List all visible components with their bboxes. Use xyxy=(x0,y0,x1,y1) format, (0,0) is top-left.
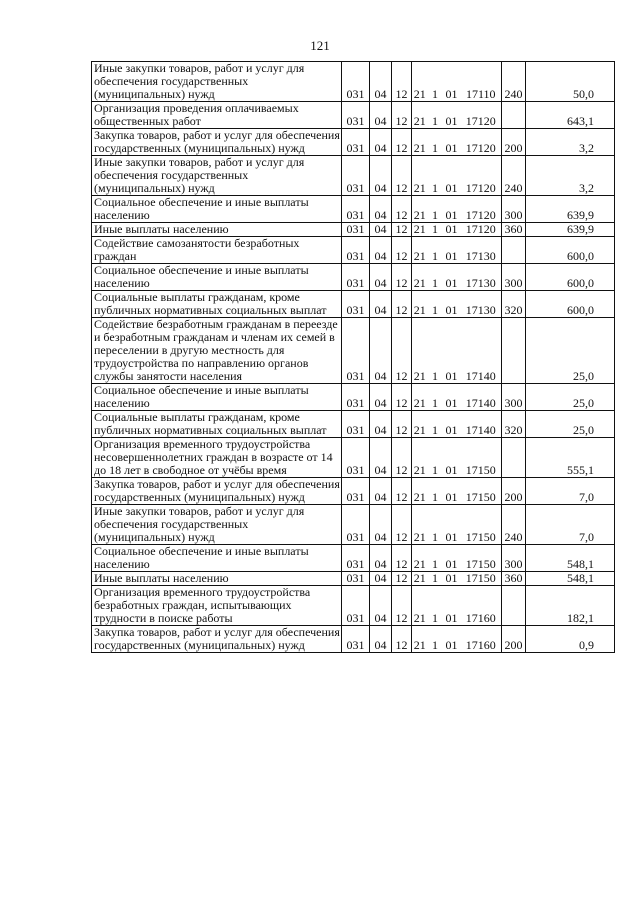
target-article-part4-cell: 17150 xyxy=(461,478,502,505)
row-name-cell: Социальное обеспечение и иные выплаты населению xyxy=(92,384,342,411)
target-article-part2-cell: 1 xyxy=(428,384,443,411)
amount-cell: 3,2 xyxy=(526,129,615,156)
target-article-part2-cell: 1 xyxy=(428,129,443,156)
grbs-cell: 031 xyxy=(342,545,370,572)
subsection-cell: 12 xyxy=(392,478,412,505)
subsection-cell: 12 xyxy=(392,626,412,653)
amount-cell: 50,0 xyxy=(526,62,615,102)
section-cell: 04 xyxy=(370,505,392,545)
target-article-part2-cell: 1 xyxy=(428,102,443,129)
target-article-part4-cell: 17150 xyxy=(461,505,502,545)
row-name-cell: Иные закупки товаров, работ и услуг для обеспечения государственных (муниципальных) нужд xyxy=(92,156,342,196)
grbs-cell: 031 xyxy=(342,626,370,653)
table-row xyxy=(92,196,615,223)
amount-cell: 600,0 xyxy=(526,237,615,264)
subsection-cell: 12 xyxy=(392,129,412,156)
table-row xyxy=(92,223,615,237)
amount-cell: 548,1 xyxy=(526,545,615,572)
target-article-part1-cell: 21 xyxy=(412,237,428,264)
section-cell: 04 xyxy=(370,102,392,129)
target-article-part1-cell: 21 xyxy=(412,586,428,626)
page-number: 121 xyxy=(310,38,330,53)
grbs-cell: 031 xyxy=(342,196,370,223)
subsection-cell: 12 xyxy=(392,318,412,384)
grbs-cell: 031 xyxy=(342,291,370,318)
target-article-part3-cell: 01 xyxy=(443,237,461,264)
table-row xyxy=(92,411,615,438)
section-cell: 04 xyxy=(370,237,392,264)
target-article-part2-cell: 1 xyxy=(428,438,443,478)
grbs-cell: 031 xyxy=(342,129,370,156)
target-article-part3-cell: 01 xyxy=(443,129,461,156)
target-article-part2-cell: 1 xyxy=(428,478,443,505)
target-article-part2-cell: 1 xyxy=(428,586,443,626)
amount-cell: 555,1 xyxy=(526,438,615,478)
target-article-part1-cell: 21 xyxy=(412,384,428,411)
section-cell: 04 xyxy=(370,384,392,411)
expense-type-cell: 200 xyxy=(502,129,526,156)
subsection-cell: 12 xyxy=(392,264,412,291)
expense-type-cell xyxy=(502,318,526,384)
target-article-part1-cell: 21 xyxy=(412,264,428,291)
target-article-part1-cell: 21 xyxy=(412,545,428,572)
amount-cell: 25,0 xyxy=(526,384,615,411)
amount-cell: 7,0 xyxy=(526,478,615,505)
target-article-part3-cell: 01 xyxy=(443,572,461,586)
target-article-part3-cell: 01 xyxy=(443,478,461,505)
table-row xyxy=(92,438,615,478)
row-name-cell: Организация проведения оплачиваемых общественных работ xyxy=(92,102,342,129)
subsection-cell: 12 xyxy=(392,505,412,545)
target-article-part2-cell: 1 xyxy=(428,626,443,653)
target-article-part2-cell: 1 xyxy=(428,196,443,223)
row-name-cell: Закупка товаров, работ и услуг для обеспечения государственных (муниципальных) нужд xyxy=(92,626,342,653)
grbs-cell: 031 xyxy=(342,318,370,384)
expense-type-cell xyxy=(502,438,526,478)
target-article-part2-cell: 1 xyxy=(428,318,443,384)
grbs-cell: 031 xyxy=(342,237,370,264)
table-row xyxy=(92,291,615,318)
target-article-part1-cell: 21 xyxy=(412,129,428,156)
amount-cell: 25,0 xyxy=(526,411,615,438)
target-article-part3-cell: 01 xyxy=(443,505,461,545)
row-name-cell: Иные выплаты населению xyxy=(92,223,342,237)
expense-type-cell: 300 xyxy=(502,196,526,223)
target-article-part3-cell: 01 xyxy=(443,264,461,291)
grbs-cell: 031 xyxy=(342,102,370,129)
subsection-cell: 12 xyxy=(392,102,412,129)
row-name-cell: Социальные выплаты гражданам, кроме публичных нормативных социальных выплат xyxy=(92,411,342,438)
target-article-part1-cell: 21 xyxy=(412,318,428,384)
target-article-part1-cell: 21 xyxy=(412,478,428,505)
target-article-part2-cell: 1 xyxy=(428,572,443,586)
target-article-part4-cell: 17150 xyxy=(461,438,502,478)
target-article-part3-cell: 01 xyxy=(443,102,461,129)
target-article-part4-cell: 17130 xyxy=(461,264,502,291)
target-article-part3-cell: 01 xyxy=(443,62,461,102)
target-article-part3-cell: 01 xyxy=(443,411,461,438)
amount-cell: 600,0 xyxy=(526,264,615,291)
row-name-cell: Социальное обеспечение и иные выплаты населению xyxy=(92,264,342,291)
section-cell: 04 xyxy=(370,626,392,653)
target-article-part3-cell: 01 xyxy=(443,196,461,223)
expense-type-cell xyxy=(502,237,526,264)
subsection-cell: 12 xyxy=(392,586,412,626)
expense-type-cell: 360 xyxy=(502,572,526,586)
expense-type-cell: 360 xyxy=(502,223,526,237)
expense-type-cell: 240 xyxy=(502,156,526,196)
table-row xyxy=(92,264,615,291)
table-row xyxy=(92,237,615,264)
amount-cell: 639,9 xyxy=(526,196,615,223)
target-article-part3-cell: 01 xyxy=(443,156,461,196)
table-row xyxy=(92,545,615,572)
expense-type-cell: 300 xyxy=(502,384,526,411)
expense-type-cell: 300 xyxy=(502,264,526,291)
table-row xyxy=(92,478,615,505)
target-article-part1-cell: 21 xyxy=(412,291,428,318)
target-article-part4-cell: 17160 xyxy=(461,626,502,653)
table-row xyxy=(92,318,615,384)
target-article-part2-cell: 1 xyxy=(428,223,443,237)
target-article-part1-cell: 21 xyxy=(412,572,428,586)
subsection-cell: 12 xyxy=(392,223,412,237)
amount-cell: 639,9 xyxy=(526,223,615,237)
row-name-cell: Содействие самозанятости безработных граждан xyxy=(92,237,342,264)
expense-type-cell: 320 xyxy=(502,411,526,438)
target-article-part4-cell: 17140 xyxy=(461,384,502,411)
target-article-part4-cell: 17150 xyxy=(461,572,502,586)
table-row xyxy=(92,62,615,102)
section-cell: 04 xyxy=(370,223,392,237)
target-article-part4-cell: 17130 xyxy=(461,291,502,318)
target-article-part3-cell: 01 xyxy=(443,545,461,572)
amount-cell: 25,0 xyxy=(526,318,615,384)
budget-table xyxy=(91,61,615,653)
grbs-cell: 031 xyxy=(342,62,370,102)
target-article-part1-cell: 21 xyxy=(412,626,428,653)
amount-cell: 3,2 xyxy=(526,156,615,196)
target-article-part1-cell: 21 xyxy=(412,102,428,129)
section-cell: 04 xyxy=(370,318,392,384)
target-article-part2-cell: 1 xyxy=(428,505,443,545)
amount-cell: 548,1 xyxy=(526,572,615,586)
expense-type-cell: 240 xyxy=(502,62,526,102)
target-article-part2-cell: 1 xyxy=(428,264,443,291)
row-name-cell: Иные закупки товаров, работ и услуг для обеспечения государственных (муниципальных) нужд xyxy=(92,62,342,102)
grbs-cell: 031 xyxy=(342,586,370,626)
table-row xyxy=(92,384,615,411)
table-row xyxy=(92,156,615,196)
expense-type-cell: 320 xyxy=(502,291,526,318)
target-article-part3-cell: 01 xyxy=(443,223,461,237)
section-cell: 04 xyxy=(370,545,392,572)
target-article-part1-cell: 21 xyxy=(412,223,428,237)
amount-cell: 7,0 xyxy=(526,505,615,545)
target-article-part4-cell: 17140 xyxy=(461,318,502,384)
row-name-cell: Социальные выплаты гражданам, кроме публичных нормативных социальных выплат xyxy=(92,291,342,318)
section-cell: 04 xyxy=(370,411,392,438)
amount-cell: 643,1 xyxy=(526,102,615,129)
expense-type-cell: 300 xyxy=(502,545,526,572)
grbs-cell: 031 xyxy=(342,156,370,196)
subsection-cell: 12 xyxy=(392,196,412,223)
target-article-part3-cell: 01 xyxy=(443,318,461,384)
target-article-part1-cell: 21 xyxy=(412,505,428,545)
target-article-part1-cell: 21 xyxy=(412,62,428,102)
section-cell: 04 xyxy=(370,291,392,318)
expense-type-cell: 240 xyxy=(502,505,526,545)
section-cell: 04 xyxy=(370,478,392,505)
table-row xyxy=(92,129,615,156)
grbs-cell: 031 xyxy=(342,478,370,505)
target-article-part4-cell: 17120 xyxy=(461,196,502,223)
row-name-cell: Иные выплаты населению xyxy=(92,572,342,586)
section-cell: 04 xyxy=(370,572,392,586)
row-name-cell: Социальное обеспечение и иные выплаты населению xyxy=(92,196,342,223)
target-article-part1-cell: 21 xyxy=(412,411,428,438)
table-row xyxy=(92,572,615,586)
target-article-part3-cell: 01 xyxy=(443,384,461,411)
grbs-cell: 031 xyxy=(342,223,370,237)
table-row xyxy=(92,102,615,129)
expense-type-cell: 200 xyxy=(502,626,526,653)
subsection-cell: 12 xyxy=(392,291,412,318)
target-article-part2-cell: 1 xyxy=(428,545,443,572)
row-name-cell: Закупка товаров, работ и услуг для обеспечения государственных (муниципальных) нужд xyxy=(92,478,342,505)
target-article-part4-cell: 17160 xyxy=(461,586,502,626)
target-article-part4-cell: 17120 xyxy=(461,156,502,196)
row-name-cell: Организация временного трудоустройства безработных граждан, испытывающих трудности в поиске работы xyxy=(92,586,342,626)
amount-cell: 0,9 xyxy=(526,626,615,653)
target-article-part4-cell: 17120 xyxy=(461,223,502,237)
grbs-cell: 031 xyxy=(342,411,370,438)
target-article-part2-cell: 1 xyxy=(428,237,443,264)
grbs-cell: 031 xyxy=(342,505,370,545)
section-cell: 04 xyxy=(370,129,392,156)
target-article-part4-cell: 17140 xyxy=(461,411,502,438)
table-body xyxy=(92,62,615,653)
table-row xyxy=(92,586,615,626)
subsection-cell: 12 xyxy=(392,237,412,264)
row-name-cell: Иные закупки товаров, работ и услуг для обеспечения государственных (муниципальных) нужд xyxy=(92,505,342,545)
target-article-part3-cell: 01 xyxy=(443,586,461,626)
target-article-part4-cell: 17120 xyxy=(461,102,502,129)
row-name-cell: Содействие безработным гражданам в переезде и безработным гражданам и членам их семей в переселении в другую местность для трудоустройства по направлению органов службы занятости населения xyxy=(92,318,342,384)
target-article-part2-cell: 1 xyxy=(428,411,443,438)
target-article-part3-cell: 01 xyxy=(443,291,461,318)
target-article-part1-cell: 21 xyxy=(412,438,428,478)
grbs-cell: 031 xyxy=(342,264,370,291)
row-name-cell: Организация временного трудоустройства несовершеннолетних граждан в возрасте от 14 до 18 лет в свободное от учёбы время xyxy=(92,438,342,478)
row-name-cell: Закупка товаров, работ и услуг для обеспечения государственных (муниципальных) нужд xyxy=(92,129,342,156)
target-article-part2-cell: 1 xyxy=(428,291,443,318)
target-article-part4-cell: 17120 xyxy=(461,129,502,156)
amount-cell: 600,0 xyxy=(526,291,615,318)
expense-type-cell xyxy=(502,102,526,129)
grbs-cell: 031 xyxy=(342,572,370,586)
grbs-cell: 031 xyxy=(342,384,370,411)
row-name-cell: Социальное обеспечение и иные выплаты населению xyxy=(92,545,342,572)
table-row xyxy=(92,505,615,545)
target-article-part4-cell: 17110 xyxy=(461,62,502,102)
subsection-cell: 12 xyxy=(392,572,412,586)
subsection-cell: 12 xyxy=(392,545,412,572)
subsection-cell: 12 xyxy=(392,438,412,478)
target-article-part3-cell: 01 xyxy=(443,626,461,653)
target-article-part3-cell: 01 xyxy=(443,438,461,478)
target-article-part4-cell: 17150 xyxy=(461,545,502,572)
subsection-cell: 12 xyxy=(392,156,412,196)
subsection-cell: 12 xyxy=(392,384,412,411)
grbs-cell: 031 xyxy=(342,438,370,478)
expense-type-cell xyxy=(502,586,526,626)
target-article-part1-cell: 21 xyxy=(412,156,428,196)
subsection-cell: 12 xyxy=(392,62,412,102)
target-article-part4-cell: 17130 xyxy=(461,237,502,264)
section-cell: 04 xyxy=(370,438,392,478)
section-cell: 04 xyxy=(370,196,392,223)
expense-type-cell: 200 xyxy=(502,478,526,505)
section-cell: 04 xyxy=(370,156,392,196)
target-article-part2-cell: 1 xyxy=(428,62,443,102)
target-article-part1-cell: 21 xyxy=(412,196,428,223)
section-cell: 04 xyxy=(370,586,392,626)
section-cell: 04 xyxy=(370,62,392,102)
table-row xyxy=(92,626,615,653)
target-article-part2-cell: 1 xyxy=(428,156,443,196)
section-cell: 04 xyxy=(370,264,392,291)
amount-cell: 182,1 xyxy=(526,586,615,626)
subsection-cell: 12 xyxy=(392,411,412,438)
